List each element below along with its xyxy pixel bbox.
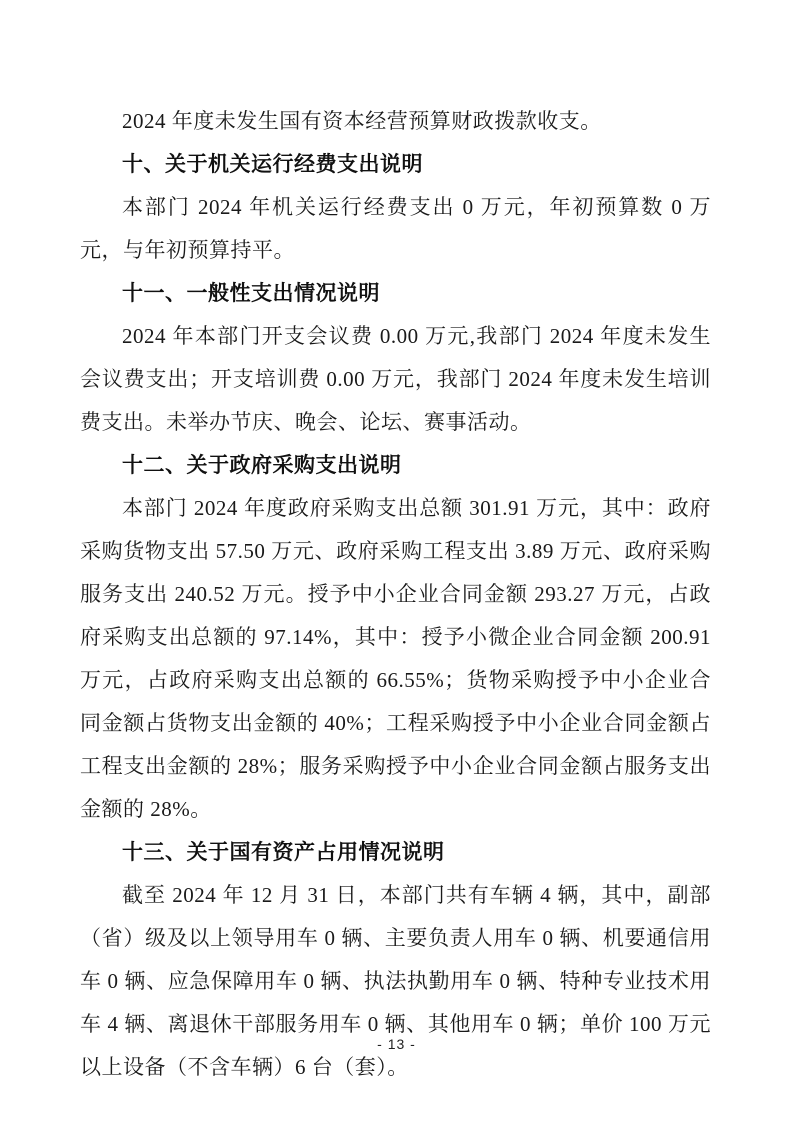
section-heading-10: 十、关于机关运行经费支出说明 [122,153,423,176]
body-paragraph: 截至 2024 年 12 月 31 日，本部门共有车辆 4 辆，其中，副部（省）级及以上领导用车 0 辆、主要负责人用车 0 辆、机要通信用车 0 辆、应急保障用车 0 辆、执法执勤用车 0 辆、特种专业技术用车 4 辆、离退休干部服务用车 0 辆、其他用车 0 辆；单价 100 万元以上设备（不含车辆）6 台（套）。 [80,883,711,1079]
body-paragraph: 2024 年本部门开支会议费 0.00 万元,我部门 2024 年度未发生会议费支出；开支培训费 0.00 万元，我部门 2024 年度未发生培训费支出。未举办节庆、晚会、论坛、赛事活动。 [80,324,711,434]
section-heading-13: 十三、关于国有资产占用情况说明 [122,841,445,864]
section-heading-12: 十二、关于政府采购支出说明 [122,454,402,477]
body-paragraph: 2024 年度未发生国有资本经营预算财政拨款收支。 [122,109,602,133]
document-body [80,100,711,1089]
section-heading-11: 十一、一般性支出情况说明 [122,282,380,305]
page-footer [0,1036,793,1054]
body-paragraph: 本部门 2024 年机关运行经费支出 0 万元，年初预算数 0 万元，与年初预算持平。 [80,195,711,262]
body-paragraph: 本部门 2024 年度政府采购支出总额 301.91 万元，其中：政府采购货物支出 57.50 万元、政府采购工程支出 3.89 万元、政府采购服务支出 240.52 万元。授予中小企业合同金额 293.27 万元，占政府采购支出总额的 97.14%，其中：授予小微企业合同金额 200.91 万元，占政府采购支出总额的 66.55%；货物采购授予中小企业合同金额占货物支出金额的 40%；工程采购授予中小企业合同金额占工程支出金额的 28%；服务采购授予中小企业合同金额占服务支出金额的 28%。 [80,496,711,821]
page-number: - 13 - [377,1036,416,1052]
